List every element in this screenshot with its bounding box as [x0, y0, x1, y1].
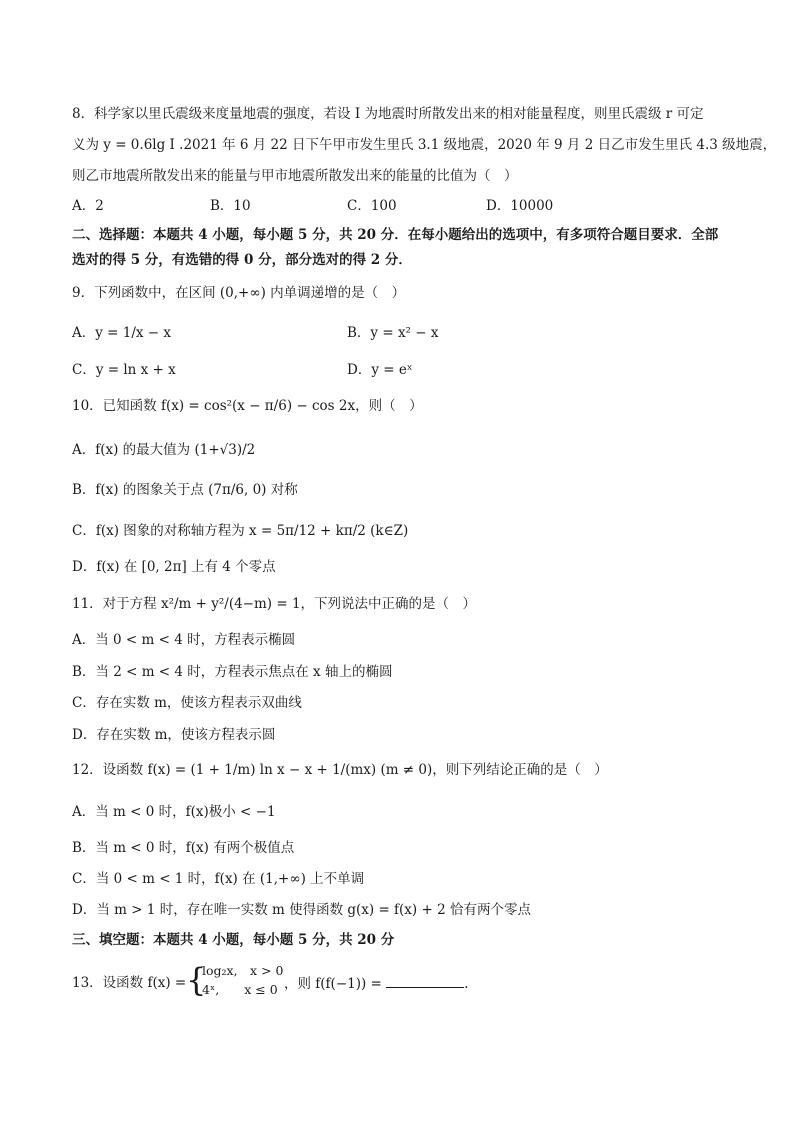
- q9-option-c: C．y = ln x + x: [72, 362, 176, 378]
- q11-option-a: A．当 0 < m < 4 时，方程表示椭圆: [72, 632, 296, 648]
- q13-suffix-line: [284, 973, 468, 994]
- q12-option-b: B．当 m < 0 时，f(x) 有两个极值点: [72, 840, 295, 856]
- q11-option-c: C．存在实数 m，使该方程表示双曲线: [72, 695, 302, 711]
- q10-option-d: D．f(x) 在 [0, 2π] 上有 4 个零点: [72, 559, 276, 575]
- q13-answer-blank: [386, 973, 464, 988]
- q8-option-c: C．100: [347, 198, 397, 214]
- section3-heading: 三、填空题：本题共 4 小题，每小题 5 分，共 20 分: [72, 932, 395, 948]
- q9-option-b: B．y = x² − x: [347, 325, 439, 341]
- q8-line2: 义为 y = 0.6lg I .2021 年 6 月 22 日下午甲市发生里氏 3.1 级地震，2020 年 9 月 2 日乙市发生里氏 4.3 级地震，: [72, 137, 777, 153]
- q8-option-a: A．2: [72, 198, 104, 214]
- q12-stem: 12．设函数 f(x) = (1 + 1/m) ln x − x + 1/(mx) (m ≠ 0)，则下列结论正确的是（ ）: [72, 762, 608, 778]
- q13-prefix: 13．设函数 f(x) =: [72, 975, 187, 991]
- q13-case2: 4ˣ, x ≤ 0: [202, 982, 278, 997]
- q9-stem: 9．下列函数中，在区间 (0,+∞) 内单调递增的是（ ）: [72, 285, 406, 301]
- q13-suffix: ，则 f(f(−1)) =: [284, 976, 382, 992]
- q10-option-c: C．f(x) 图象的对称轴方程为 x = 5π/12 + kπ/2 (k∈Z): [72, 523, 409, 539]
- q10-option-b: B．f(x) 的图象关于点 (7π/6, 0) 对称: [72, 482, 298, 498]
- q10-option-a: A．f(x) 的最大值为 (1+√3)/2: [72, 442, 256, 458]
- q11-option-d: D．存在实数 m，使该方程表示圆: [72, 727, 276, 743]
- section2-heading-line1: 二、选择题：本题共 4 小题，每小题 5 分，共 20 分．在每小题给出的选项中，有多项符合题目要求．全部: [72, 227, 719, 243]
- q13-case1: log₂x, x > 0: [202, 963, 284, 978]
- section2-heading-line2: 选对的得 5 分，有选错的得 0 分，部分选对的得 2 分．: [72, 252, 412, 268]
- q10-stem: 10．已知函数 f(x) = cos²(x − π/6) − cos 2x，则（ ）: [72, 398, 423, 414]
- q8-line1: 8．科学家以里氏震级来度量地震的强度，若设 I 为地震时所散发出来的相对能量程度，则里氏震级 r 可定: [72, 106, 704, 122]
- q11-option-b: B．当 2 < m < 4 时，方程表示焦点在 x 轴上的椭圆: [72, 664, 393, 680]
- q9-option-d: D．y = eˣ: [347, 362, 413, 378]
- q12-option-c: C．当 0 < m < 1 时，f(x) 在 (1,+∞) 上不单调: [72, 871, 365, 887]
- q13-left-brace: {: [186, 961, 207, 999]
- q8-option-d: D．10000: [486, 198, 554, 214]
- q8-line3: 则乙市地震所散发出来的能量与甲市地震所散发出来的能量的比值为（ ）: [72, 168, 518, 184]
- q13-end: .: [464, 976, 469, 992]
- q12-option-a: A．当 m < 0 时，f(x)极小 < −1: [72, 804, 276, 820]
- q11-stem: 11．对于方程 x²/m + y²/(4−m) = 1，下列说法中正确的是（ ）: [72, 596, 477, 612]
- q8-option-b: B．10: [210, 198, 251, 214]
- q12-option-d: D．当 m > 1 时，存在唯一实数 m 使得函数 g(x) = f(x) + 2 恰有两个零点: [72, 902, 531, 918]
- q9-option-a: A．y = 1/x − x: [72, 325, 172, 341]
